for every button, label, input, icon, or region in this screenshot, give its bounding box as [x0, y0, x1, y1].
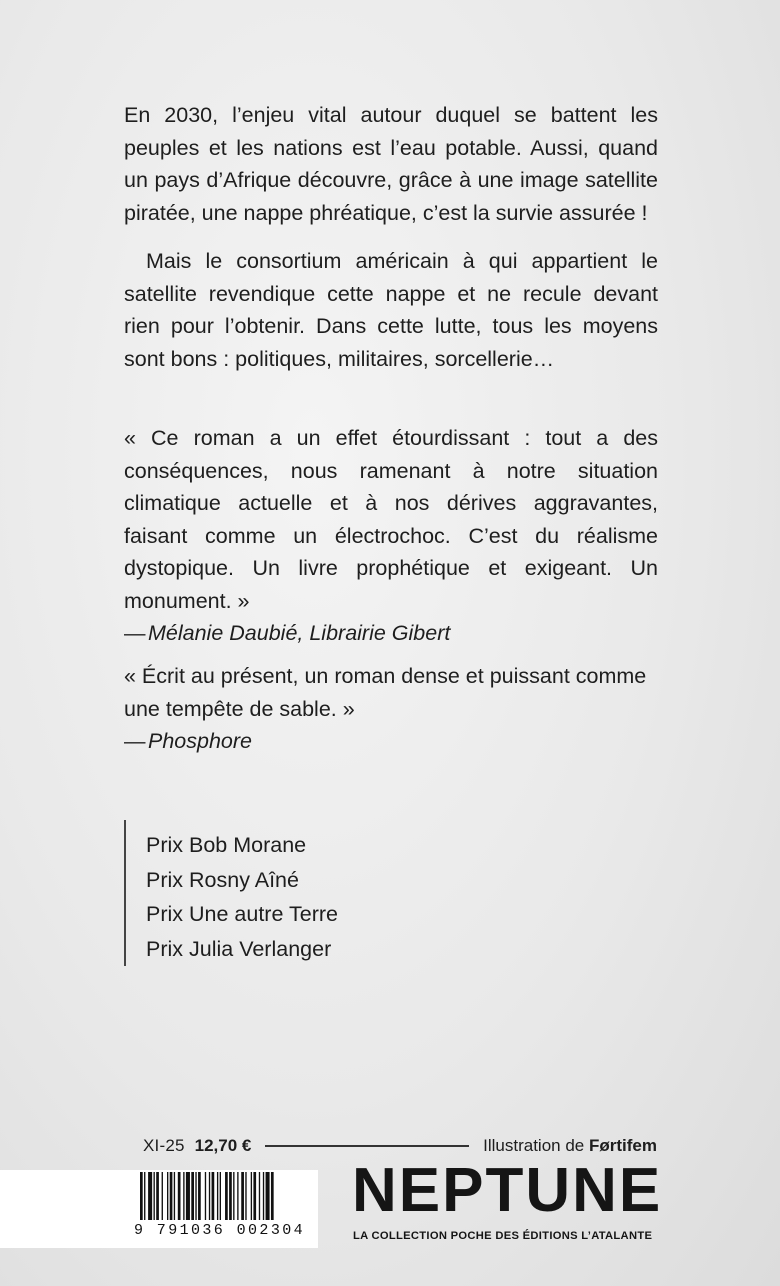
barcode-bar: [167, 1172, 168, 1220]
barcode-bar: [191, 1172, 194, 1220]
quote-text: « Ce roman a un effet étourdissant : tout a des conséquences, nous ramenant à notre situation climatique actuelle et à nos dérives aggravantes, faisant comme un électrochoc. C’est du réalisme dystopique. Un livre prophétique et exigeant. Un monument. »: [124, 426, 658, 613]
barcode-bar: [263, 1172, 264, 1220]
barcode-bar: [259, 1172, 260, 1220]
barcode-bar: [253, 1172, 256, 1220]
prizes-list: [124, 820, 338, 966]
barcode-bar: [209, 1172, 210, 1220]
barcode-bar: [245, 1172, 246, 1220]
barcode-bar: [154, 1172, 155, 1220]
barcode-bar: [241, 1172, 244, 1220]
barcode-bar: [198, 1172, 201, 1220]
divider-rule: [265, 1145, 469, 1147]
isbn-number: 9 791036 002304: [134, 1222, 306, 1239]
prize-item: Prix Julia Verlanger: [146, 936, 332, 961]
category-code: XI-25: [143, 1136, 185, 1155]
barcode-bar: [233, 1172, 234, 1220]
barcode-bar: [212, 1172, 215, 1220]
attribution-dash: —: [124, 729, 146, 753]
barcode: [140, 1172, 312, 1222]
quote-attribution: [124, 617, 658, 650]
illustration-credit: [483, 1136, 657, 1156]
barcode-bar: [156, 1172, 159, 1220]
quote-text: « Écrit au présent, un roman dense et puissant comme une tempête de sable. »: [124, 664, 647, 721]
blurb-paragraph-1: En 2030, l’enjeu vital autour duquel se battent les peuples et les nations est l’eau potable. Aussi, quand un pays d’Afrique découvre, grâce à une image satellite piratée, une nappe phréatique, c’est la survie assurée !: [124, 103, 658, 225]
prize-item: Prix Une autre Terre: [146, 902, 338, 926]
blurb-paragraph-2-text: Mais le consortium américain à qui appartient le satellite revendique cette nappe et ne recule devant rien pour l’obtenir. Dans cette lutte, tous les moyens sont bons : politiques, militaires, sorcellerie…: [124, 249, 658, 371]
quote-source: Phosphore: [148, 729, 252, 753]
barcode-bar: [162, 1172, 163, 1220]
barcode-bar: [183, 1172, 184, 1220]
barcode-bar: [170, 1172, 173, 1220]
prize-item: Prix Bob Morane: [146, 833, 307, 857]
barcode-bar: [271, 1172, 274, 1220]
quote-source: Mélanie Daubié, Librairie Gibert: [148, 621, 451, 645]
barcode-bar: [174, 1172, 175, 1220]
barcode-bar: [251, 1172, 252, 1220]
barcode-bar: [178, 1172, 181, 1220]
barcode-bar: [266, 1172, 270, 1220]
attribution-dash: —: [124, 621, 146, 645]
barcode-bar: [186, 1172, 190, 1220]
barcode-bar: [220, 1172, 221, 1220]
collection-logo: NEPTUNE: [352, 1156, 663, 1225]
collection-tagline: LA COLLECTION POCHE DES ÉDITIONS L’ATALANTE: [353, 1230, 653, 1242]
review-quote-1: [124, 422, 658, 650]
barcode-bar: [237, 1172, 238, 1220]
barcode-bar: [148, 1172, 152, 1220]
barcode-bar: [225, 1172, 228, 1220]
barcode-bar: [205, 1172, 206, 1220]
barcode-bar: [229, 1172, 232, 1220]
illustration-prefix: Illustration de: [483, 1136, 585, 1155]
barcode-bar: [217, 1172, 218, 1220]
quote-attribution: [124, 725, 658, 758]
barcode-bar: [144, 1172, 145, 1220]
barcode-bar: [195, 1172, 196, 1220]
review-quote-2: [124, 660, 658, 758]
barcode-bar: [140, 1172, 143, 1220]
blurb-paragraph-2: [124, 245, 658, 375]
price: 12,70 €: [194, 1136, 252, 1155]
illustrator-name: Førtifem: [589, 1136, 657, 1155]
prize-item: Prix Rosny Aîné: [146, 867, 299, 892]
